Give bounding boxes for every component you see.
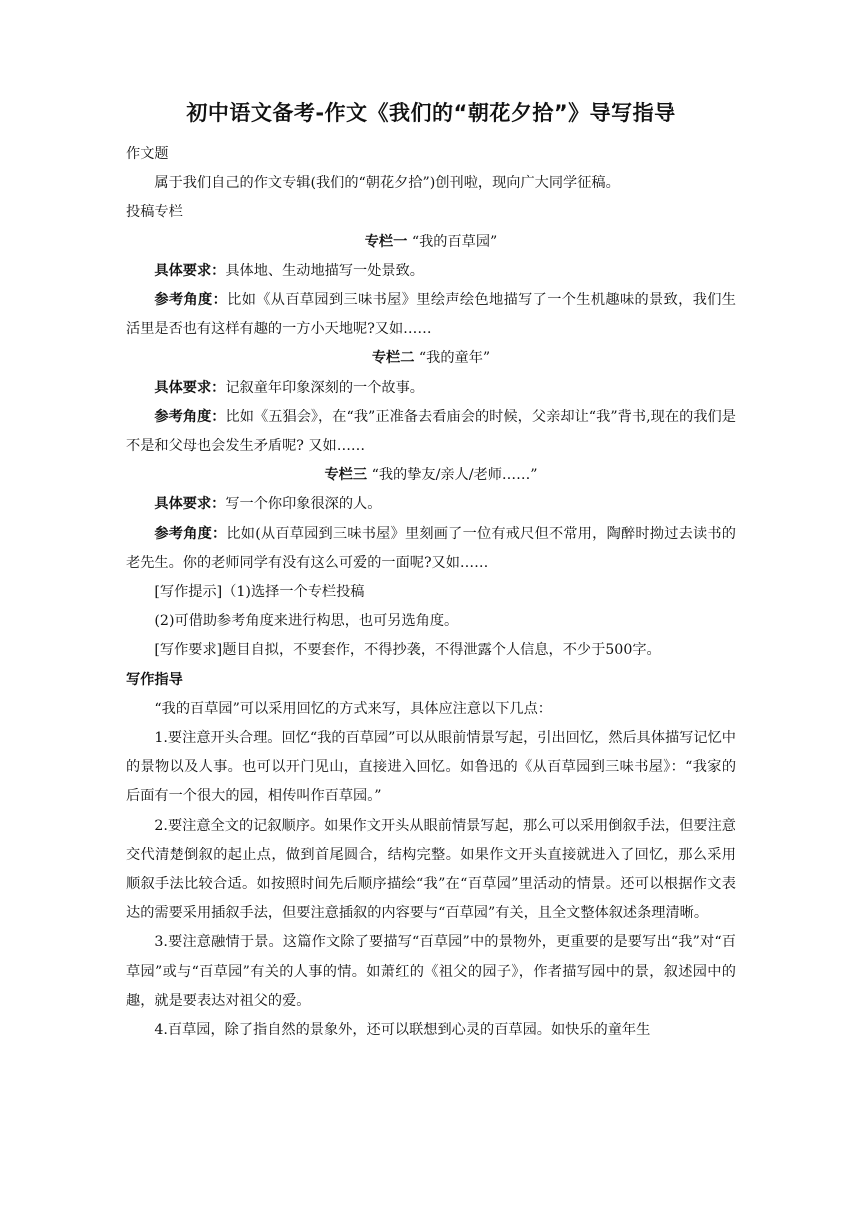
writing-tips-line-2: (2)可借助参考角度来进行构思，也可另选角度。 bbox=[154, 613, 459, 630]
angle-label: 参考角度： bbox=[154, 525, 227, 542]
guide-point: 1.要注意开头合理。回忆“我的百草园”可以从眼前情景写起，引出回忆，然后具体描写记忆中的景物以及人事。也可以开门见山，直接进入回忆。如鲁迅的《从百草园到三味书屋》：“我家的后面有一个很大的园，相传叫作百草园。” bbox=[126, 730, 737, 805]
writing-requirements: [写作要求]题目自拟，不要套作，不得抄袭，不得泄露个人信息，不少于500字。 bbox=[154, 642, 661, 659]
column-angle bbox=[126, 286, 736, 344]
requirement-text: 记叙童年印象深刻的一个故事。 bbox=[225, 379, 424, 396]
column-angle bbox=[126, 403, 736, 461]
requirement-label: 具体要求： bbox=[154, 262, 226, 279]
requirement-label: 具体要求： bbox=[154, 379, 226, 396]
columns-label: 投稿专栏 bbox=[126, 204, 183, 221]
writing-tips-line-1: [写作提示]（1)选择一个专栏投稿 bbox=[154, 584, 365, 601]
guide-point: 2.要注意全文的记叙顺序。如果作文开头从眼前情景写起，那么可以采用倒叙手法，但要注意交代清楚倒叙的起止点，做到首尾圆合，结构完整。如果作文开头直接就进入了回忆，那么采用顺叙手法比较合适。如按照时间先后顺序描绘“我”在“百草园”里活动的情景。还可以根据作文表达的需要采用插叙手法，但要注意插叙的内容要与“百草园”有关，且全文整体叙述条理清晰。 bbox=[126, 817, 736, 922]
document-page bbox=[126, 98, 736, 1045]
guide-heading: 写作指导 bbox=[126, 671, 183, 688]
column-angle bbox=[126, 520, 736, 578]
column-heading bbox=[126, 344, 736, 373]
column-requirement bbox=[126, 257, 736, 286]
angle-text: 比如(从百草园到三味书屋》里刻画了一位有戒尺但不常用，陶醉时拗过去读书的老先生。你的老师同学有没有这么可爱的一面呢?又如…… bbox=[126, 525, 736, 571]
prompt-label: 作文题 bbox=[126, 146, 169, 162]
guide-point: 4.百草园，除了指自然的景象外，还可以联想到心灵的百草园。如快乐的童年生 bbox=[154, 1022, 651, 1039]
column-requirement bbox=[126, 490, 736, 519]
requirement-text: 具体地、生动地描写一处景致。 bbox=[225, 262, 424, 279]
requirement-label: 具体要求： bbox=[154, 496, 226, 513]
angle-text: 比如《从百草园到三味书屋》里绘声绘色地描写了一个生机趣味的景致，我们生活里是否也有这样有趣的一方小天地呢?又如…… bbox=[126, 292, 736, 338]
column-number: 专栏一 bbox=[364, 233, 408, 250]
column-heading bbox=[126, 461, 736, 490]
document-title: 初中语文备考-作文《我们的“朝花夕拾”》导写指导 bbox=[186, 101, 676, 125]
column-number: 专栏三 bbox=[324, 467, 368, 484]
column-number: 专栏二 bbox=[371, 350, 415, 367]
angle-label: 参考角度： bbox=[154, 292, 228, 309]
angle-text: 比如《五猖会》，在“我”正准备去看庙会的时候，父亲却让“我”背书,现在的我们是不是和父母也会发生矛盾呢? 又如…… bbox=[126, 408, 736, 455]
column-name: “我的百草园” bbox=[411, 233, 498, 250]
guide-intro: “我的百草园”可以采用回忆的方式来写，具体应注意以下几点： bbox=[154, 700, 552, 717]
intro-paragraph: 属于我们自己的作文专辑(我们的“朝花夕拾”)创刊啦，现向广大同学征稿。 bbox=[154, 175, 620, 192]
column-name: “我的挚友/亲人/老师……” bbox=[371, 467, 538, 484]
requirement-text: 写一个你印象很深的人。 bbox=[225, 496, 382, 513]
column-heading bbox=[126, 228, 736, 257]
guide-point: 3.要注意融情于景。这篇作文除了要描写“百草园”中的景物外，更重要的是要写出“我”对“百草园”或与“百草园”有关的人事的情。如萧红的《祖父的园子》，作者描写园中的景，叙述园中的趣，就是要表达对祖父的爱。 bbox=[126, 934, 736, 1009]
column-requirement bbox=[126, 374, 736, 403]
angle-label: 参考角度： bbox=[154, 408, 226, 425]
column-name: “我的童年” bbox=[418, 350, 491, 367]
